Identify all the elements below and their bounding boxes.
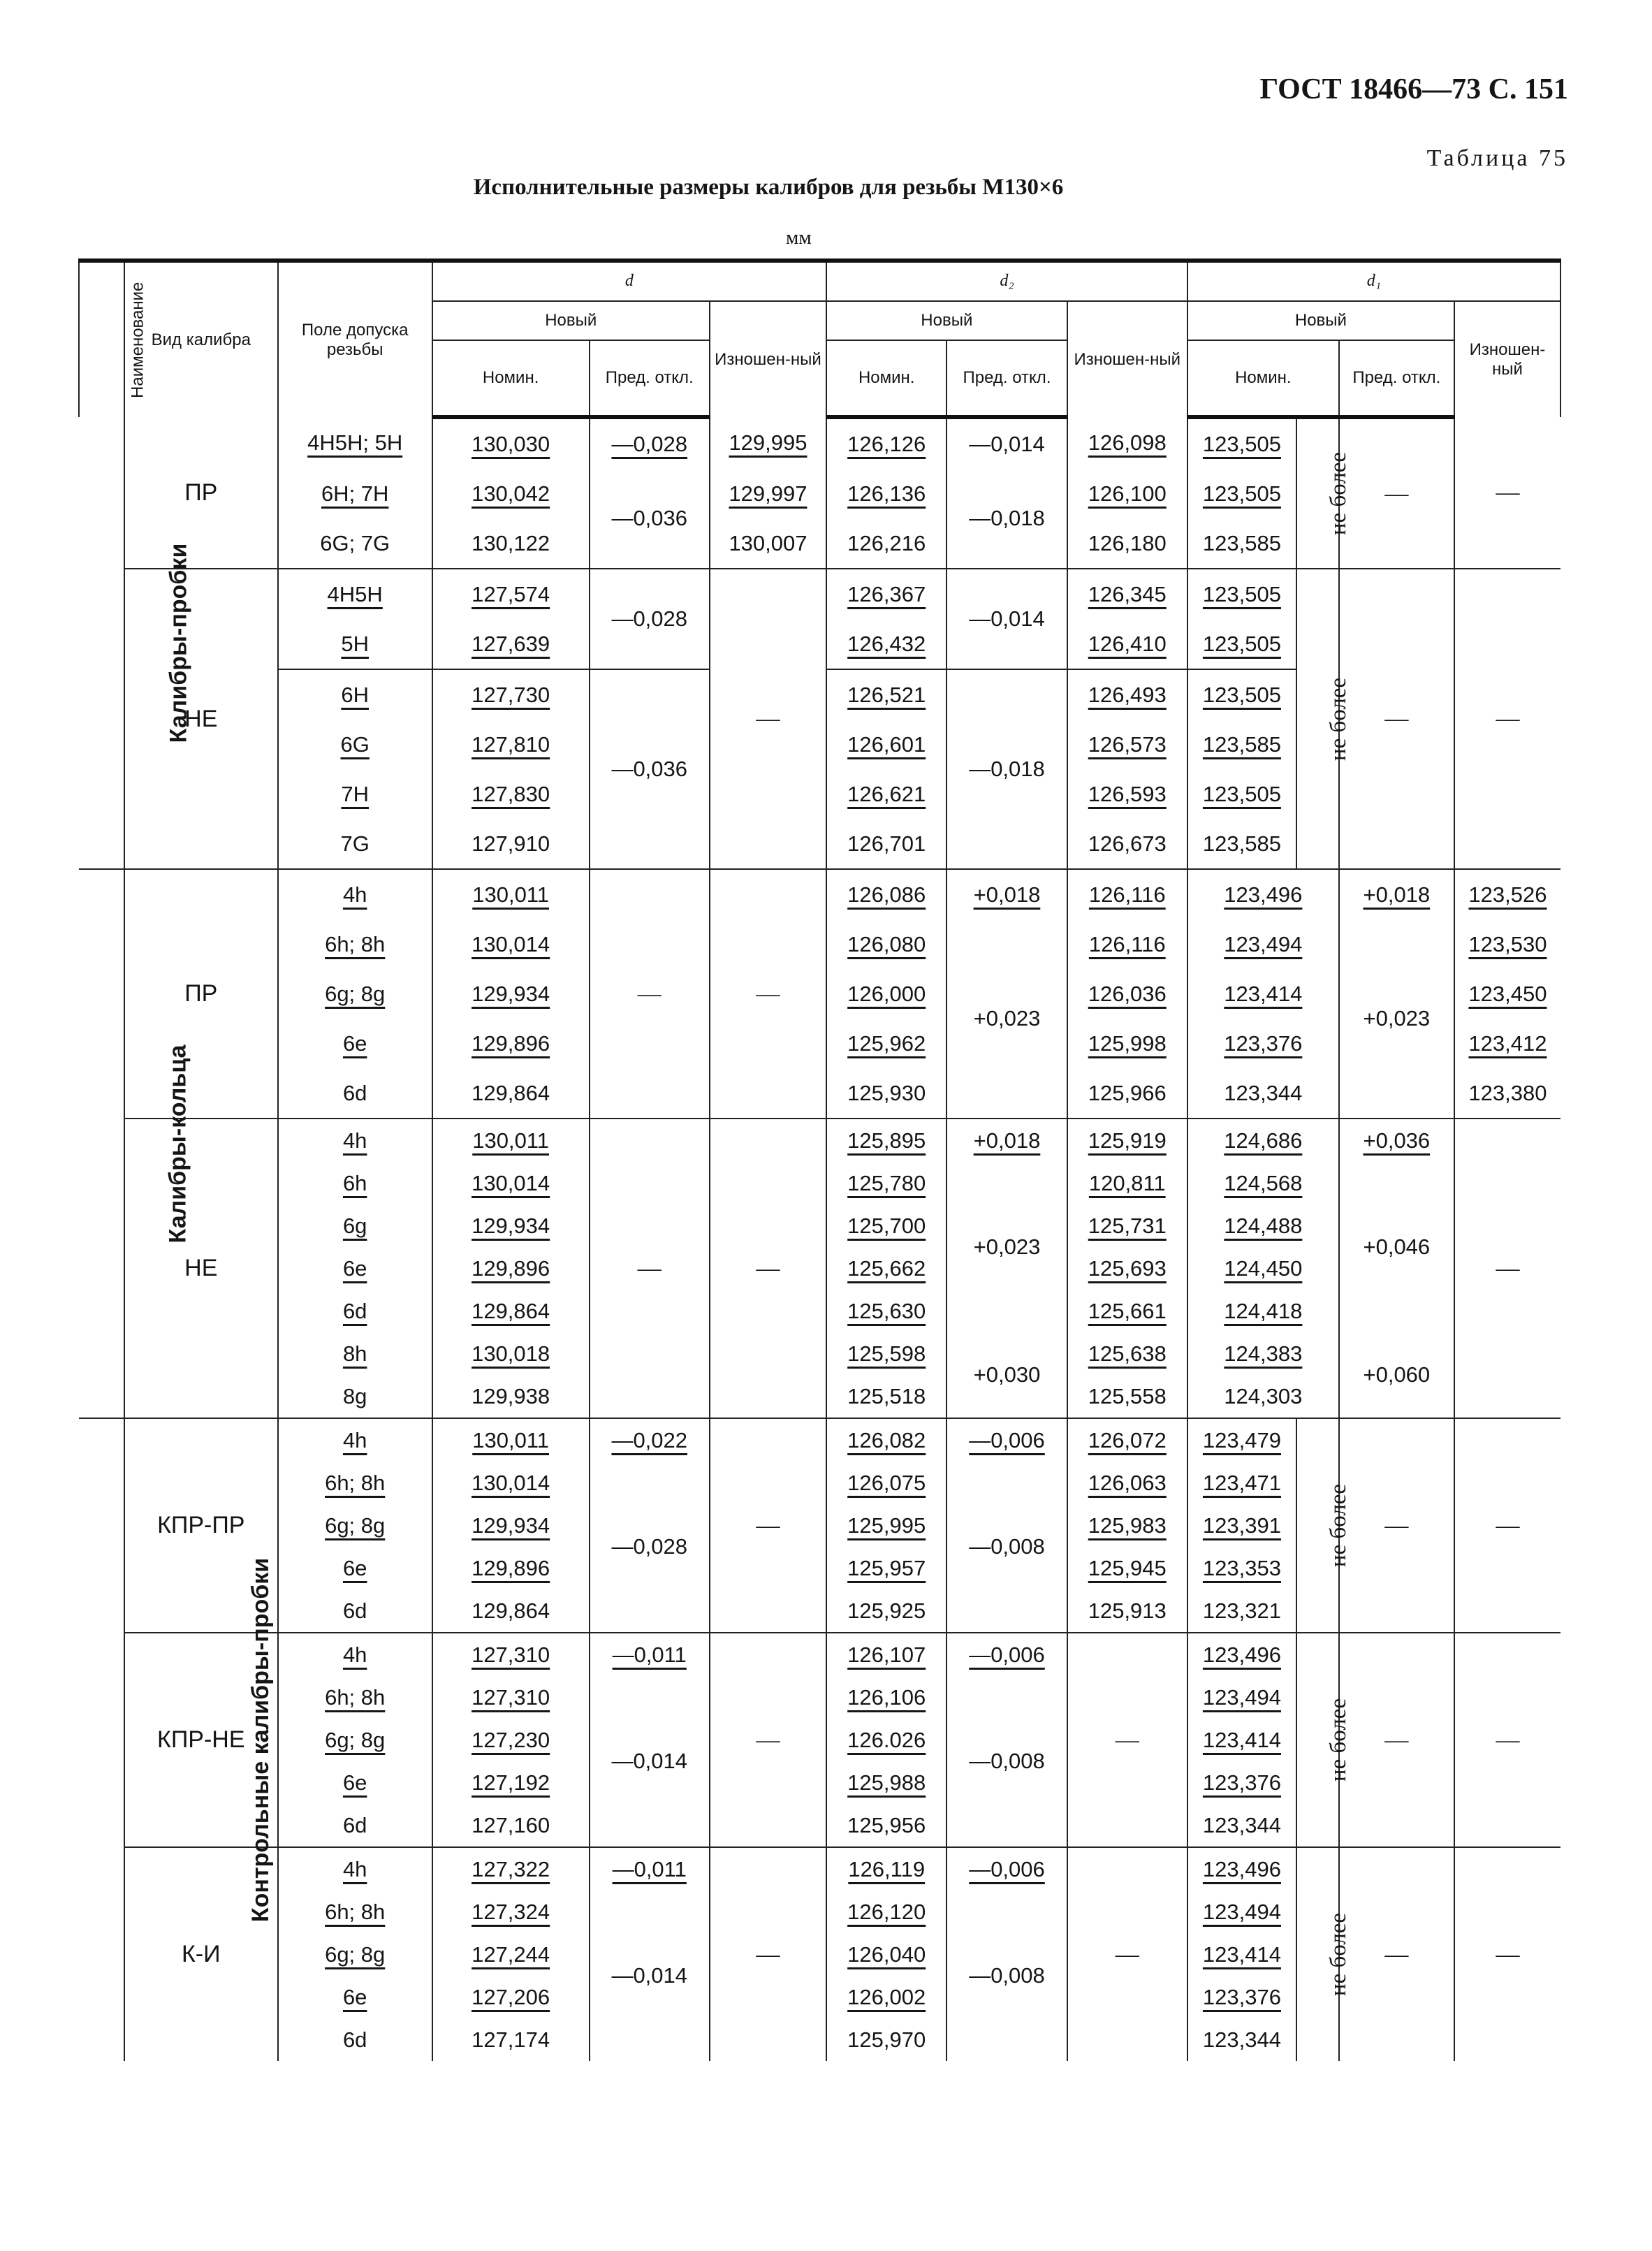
d2-dev-cell: —0,018 [946, 669, 1067, 869]
tol-cell: 6d [342, 2027, 367, 2052]
d2-new-header: Новый [826, 301, 1067, 340]
d2-nom-cell: 126,002 [826, 1976, 946, 2018]
d-dev-dash: — [590, 1119, 710, 1418]
d1-nom-cell: 123,494 [1187, 1891, 1296, 1933]
d-nom-cell: 129,934 [432, 1204, 590, 1247]
d-dev-cell: —0,036 [590, 469, 710, 569]
d2-nom-cell: 125,780 [826, 1162, 946, 1204]
d1-dev-cell: +0,036 [1339, 1119, 1454, 1162]
d2-nom-cell: 126,119 [826, 1847, 946, 1891]
d-nom-cell: 127,324 [432, 1891, 590, 1933]
tol-cell: 8h [342, 1341, 367, 1366]
gauge-type-ne: НЕ [124, 1119, 278, 1418]
tol-cell: 6g; 8g [325, 1942, 386, 1967]
d-nom-cell: 130,018 [432, 1332, 590, 1375]
table-header [79, 261, 1560, 417]
table-title: Исполнительные размеры калибров для резьбы М130×6 [473, 175, 1064, 200]
d2-worn-cell: 125,913 [1067, 1589, 1187, 1633]
d2-nom-cell: 126,216 [826, 518, 946, 569]
d-nom-cell: 130,011 [432, 869, 590, 919]
d-nom-cell: 130,014 [432, 1162, 590, 1204]
d1-worn-dash: — [1454, 417, 1560, 569]
tol-cell: 4h [278, 1119, 432, 1162]
gauge-type-k-i: К-И [124, 1847, 278, 2061]
d-header: d [432, 261, 826, 301]
d1-nom-cell: 123,479 [1187, 1418, 1296, 1462]
d-new-header: Новый [432, 301, 710, 340]
d2-nom-cell: 126,601 [826, 720, 946, 769]
d2-worn-cell: 125,919 [1067, 1119, 1187, 1162]
d2-nom-cell: 126,120 [826, 1891, 946, 1933]
d2-worn-cell: 126,098 [1067, 417, 1187, 469]
d2-nom-cell: 125,956 [826, 1804, 946, 1847]
d1-nom-header: Номин. [1187, 340, 1339, 417]
d1-nom-cell: 123,585 [1187, 819, 1296, 869]
d1-nom-cell: 123,496 [1187, 869, 1339, 919]
d1-nom-cell: 124,488 [1187, 1204, 1339, 1247]
d2-nom-cell: 126,075 [826, 1462, 946, 1504]
d1-worn-dash: — [1454, 1119, 1560, 1418]
d-worn-dash: — [710, 1418, 826, 1633]
d2-worn-cell: 126,493 [1067, 669, 1187, 720]
d1-nom-cell: 123,505 [1187, 417, 1296, 469]
d-nom-cell: 129,896 [432, 1019, 590, 1068]
d2-nom-cell: 125,630 [826, 1290, 946, 1332]
d2-dev-cell: —0,006 [946, 1633, 1067, 1676]
d1-nom-cell: 123,505 [1187, 469, 1296, 518]
d1-nom-cell: 123,494 [1187, 919, 1339, 969]
d2-dev-cell: —0,006 [946, 1418, 1067, 1462]
d2-nom-cell: 125,662 [826, 1247, 946, 1290]
d2-nom-cell: 125,700 [826, 1204, 946, 1247]
d2-nom-cell: 126.026 [826, 1719, 946, 1761]
d2-nom-cell: 126,000 [826, 969, 946, 1019]
d1-nom-cell: 124,686 [1187, 1119, 1339, 1162]
d1-nom-cell: 123,505 [1187, 569, 1296, 619]
d1-dev-cell: +0,023 [1339, 919, 1454, 1119]
tol-cell: 6e [342, 1255, 367, 1281]
d2-nom-header: Номин. [826, 340, 946, 417]
d-nom-cell: 129,864 [432, 1068, 590, 1119]
d2-worn-dash: — [1067, 1847, 1187, 2061]
d2-nom-cell: 126,701 [826, 819, 946, 869]
tol-cell: 6H [278, 669, 432, 720]
tol-cell: 6h [342, 1170, 367, 1195]
d1-worn-cell: 123,450 [1454, 969, 1560, 1019]
d1-dev-dash: — [1339, 569, 1454, 869]
d1-nom-cell: 124,383 [1187, 1332, 1339, 1375]
tol-cell: 6e [342, 1984, 367, 2009]
d2-nom-cell: 126,126 [826, 417, 946, 469]
d1-nom-cell: 123,505 [1187, 619, 1296, 669]
d1-nom-cell: 123,414 [1187, 969, 1339, 1019]
d1-nom-cell: 123,496 [1187, 1633, 1296, 1676]
tol-cell: 6e [342, 1770, 367, 1795]
d-nom-cell: 129,896 [432, 1247, 590, 1290]
d2-nom-cell: 125,962 [826, 1019, 946, 1068]
d-dev-cell: —0,022 [590, 1418, 710, 1462]
tol-cell: 6h; 8h [325, 1470, 386, 1495]
d1-dev-dash: — [1339, 1633, 1454, 1847]
d-nom-cell: 127,230 [432, 1719, 590, 1761]
d2-nom-cell: 125,988 [826, 1761, 946, 1804]
d2-nom-cell: 125,930 [826, 1068, 946, 1119]
group-label-control: Контрольные калибры-пробки [79, 1418, 124, 2061]
d1-worn-dash: — [1454, 1633, 1560, 1847]
tol-cell: 6g [342, 1213, 367, 1238]
d2-dev-cell: +0,018 [946, 1119, 1067, 1162]
d-worn-dash: — [710, 1847, 826, 2061]
d2-worn-cell: 125,558 [1067, 1375, 1187, 1418]
d-nom-cell: 129,938 [432, 1375, 590, 1418]
d-nom-cell: 129,934 [432, 969, 590, 1019]
d2-nom-cell: 126,082 [826, 1418, 946, 1462]
d2-worn-cell: 126,063 [1067, 1462, 1187, 1504]
d2-nom-cell: 126,107 [826, 1633, 946, 1676]
d-nom-cell: 130,042 [432, 469, 590, 518]
d1-nom-cell: 124,450 [1187, 1247, 1339, 1290]
d2-dev-header: Пред. откл. [946, 340, 1067, 417]
tol-cell: 5H [341, 631, 369, 656]
table-body [79, 417, 1560, 2061]
d-nom-cell: 130,014 [432, 1462, 590, 1504]
not-more-note: не более [1296, 569, 1339, 869]
tol-cell: 6G [340, 731, 370, 757]
d-dev-dash: — [590, 869, 710, 1119]
d1-nom-cell: 123,376 [1187, 1761, 1296, 1804]
d2-dev-cell: —0,014 [946, 569, 1067, 669]
d1-worn-cell: 123,530 [1454, 919, 1560, 969]
tol-cell: 6d [342, 1298, 367, 1323]
d2-nom-cell: 126,080 [826, 919, 946, 969]
d1-nom-cell: 123,496 [1187, 1847, 1296, 1891]
d1-dev-cell: +0,060 [1339, 1332, 1454, 1418]
tol-cell: 8g [342, 1383, 367, 1408]
d-nom-cell: 127,322 [432, 1847, 590, 1891]
d-worn-cell: 129,995 [710, 417, 826, 469]
d-dev-cell: —0,028 [590, 417, 710, 469]
d-nom-cell: 130,030 [432, 417, 590, 469]
tol-cell: 6h; 8h [325, 1899, 386, 1924]
d1-header: d₁ [1187, 261, 1560, 301]
d2-worn-cell: 126,410 [1067, 619, 1187, 669]
d2-nom-cell: 126,086 [826, 869, 946, 919]
d2-dev-cell: +0,023 [946, 1162, 1067, 1332]
d2-nom-cell: 126,521 [826, 669, 946, 720]
d2-worn-cell: 125,983 [1067, 1504, 1187, 1547]
d2-nom-cell: 126,432 [826, 619, 946, 669]
d2-worn-cell: 126,180 [1067, 518, 1187, 569]
d-dev-cell: —0,011 [590, 1633, 710, 1676]
tol-cell: 6h; 8h [325, 931, 386, 956]
d-nom-cell: 129,864 [432, 1290, 590, 1332]
d-worn-header: Изношен-ный [710, 301, 826, 417]
tol-cell: 7H [341, 781, 369, 806]
d-nom-cell: 130,011 [432, 1119, 590, 1162]
d2-worn-dash: — [1067, 1633, 1187, 1847]
d1-nom-cell: 124,303 [1187, 1375, 1339, 1418]
d-dev-header: Пред. откл. [590, 340, 710, 417]
d1-nom-cell: 123,494 [1187, 1676, 1296, 1719]
d-nom-cell: 127,730 [432, 669, 590, 720]
d2-worn-cell: 125,966 [1067, 1068, 1187, 1119]
d2-worn-cell: 125,693 [1067, 1247, 1187, 1290]
d2-worn-cell: 126,072 [1067, 1418, 1187, 1462]
d2-nom-cell: 125,895 [826, 1119, 946, 1162]
d-worn-dash: — [710, 869, 826, 1119]
not-more-note: не более [1296, 1418, 1339, 1633]
d2-worn-cell: 125,638 [1067, 1332, 1187, 1375]
d-dev-cell: —0,028 [590, 1462, 710, 1633]
d2-nom-cell: 126,367 [826, 569, 946, 619]
d2-dev-cell: +0,018 [946, 869, 1067, 919]
d1-nom-cell: 123,391 [1187, 1504, 1296, 1547]
d2-worn-cell: 126,593 [1067, 769, 1187, 819]
d-worn-dash: — [710, 1119, 826, 1418]
tol-cell: 6d [342, 1812, 367, 1837]
d-nom-cell: 130,122 [432, 518, 590, 569]
d-dev-cell: —0,036 [590, 669, 710, 869]
d-nom-cell: 127,160 [432, 1804, 590, 1847]
d2-dev-cell: +0,030 [946, 1332, 1067, 1418]
gauge-type-pr: ПР [124, 417, 278, 569]
d1-worn-header: Изношен-ный [1454, 301, 1560, 417]
tol-cell: 4H5H [278, 569, 432, 619]
d1-nom-cell: 123,471 [1187, 1462, 1296, 1504]
tol-cell: 6e [342, 1555, 367, 1580]
d2-nom-cell: 126,136 [826, 469, 946, 518]
gauge-dimensions-table [78, 258, 1561, 2061]
tol-cell: 4h [278, 1847, 432, 1891]
d2-worn-cell: 126,673 [1067, 819, 1187, 869]
tol-cell: 6g; 8g [325, 1727, 386, 1752]
d2-worn-cell: 120,811 [1067, 1162, 1187, 1204]
d1-nom-cell: 123,505 [1187, 669, 1296, 720]
standard-header: ГОСТ 18466—73 С. 151 [1259, 73, 1568, 105]
d-dev-cell: —0,014 [590, 1676, 710, 1847]
d1-nom-cell: 123,414 [1187, 1933, 1296, 1976]
d-worn-dash: — [710, 569, 826, 869]
d1-nom-cell: 123,344 [1187, 2018, 1296, 2061]
tol-cell: 4h [278, 869, 432, 919]
d-worn-cell: 129,997 [710, 469, 826, 518]
tol-cell: 6g; 8g [325, 1513, 386, 1538]
d2-dev-cell: —0,008 [946, 1676, 1067, 1847]
d2-worn-cell: 125,998 [1067, 1019, 1187, 1068]
tol-cell: 4h [278, 1418, 432, 1462]
d2-nom-cell: 126,621 [826, 769, 946, 819]
not-more-note: не более [1296, 417, 1339, 569]
d1-nom-cell: 123,376 [1187, 1019, 1339, 1068]
d1-nom-cell: 123,321 [1187, 1589, 1296, 1633]
d2-dev-cell: +0,023 [946, 919, 1067, 1119]
d2-dev-cell: —0,008 [946, 1891, 1067, 2061]
d2-worn-cell: 126,116 [1067, 919, 1187, 969]
tol-cell: 6e [342, 1030, 367, 1056]
tolerance-column-header: Поле допуска резьбы [278, 261, 432, 417]
d2-header: d₂ [826, 261, 1187, 301]
d2-nom-cell: 126,106 [826, 1676, 946, 1719]
d-nom-cell: 127,244 [432, 1933, 590, 1976]
d1-dev-dash: — [1339, 417, 1454, 569]
d2-nom-cell: 125,957 [826, 1547, 946, 1589]
d2-nom-cell: 125,598 [826, 1332, 946, 1375]
d1-nom-cell: 124,568 [1187, 1162, 1339, 1204]
d1-nom-cell: 123,505 [1187, 769, 1296, 819]
d2-dev-cell: —0,006 [946, 1847, 1067, 1891]
tol-cell: 4H5H; 5H [307, 430, 403, 455]
d2-worn-cell: 126,100 [1067, 469, 1187, 518]
d2-dev-cell: —0,008 [946, 1462, 1067, 1633]
d-worn-dash: — [710, 1633, 826, 1847]
d2-worn-header: Изношен-ный [1067, 301, 1187, 417]
d-nom-cell: 127,910 [432, 819, 590, 869]
d-nom-cell: 127,310 [432, 1633, 590, 1676]
d-nom-cell: 127,574 [432, 569, 590, 619]
d-dev-cell: —0,028 [590, 569, 710, 669]
d1-worn-cell: 123,526 [1454, 869, 1560, 919]
type-column-header: Вид калибра [124, 261, 278, 417]
d2-worn-cell: 126,116 [1067, 869, 1187, 919]
d1-dev-cell: +0,046 [1339, 1162, 1454, 1332]
gauge-type-kpr-pr: КПР-ПР [124, 1418, 278, 1633]
tol-cell: 6G; 7G [320, 530, 390, 555]
d1-nom-cell: 123,585 [1187, 720, 1296, 769]
d1-worn-cell: 123,412 [1454, 1019, 1560, 1068]
d2-worn-cell: 125,945 [1067, 1547, 1187, 1589]
tol-cell: 6d [342, 1080, 367, 1105]
tol-cell: 6d [342, 1598, 367, 1623]
d1-worn-cell: 123,380 [1454, 1068, 1560, 1119]
d1-nom-cell: 124,418 [1187, 1290, 1339, 1332]
d2-worn-cell: 125,661 [1067, 1290, 1187, 1332]
d2-nom-cell: 125,925 [826, 1589, 946, 1633]
tol-cell: 4h [278, 1633, 432, 1676]
d2-nom-cell: 125,518 [826, 1375, 946, 1418]
gauge-type-kpr-ne: КПР-НЕ [124, 1633, 278, 1847]
d2-worn-cell: 126,573 [1067, 720, 1187, 769]
group-label-plugs: Калибры-пробки [79, 417, 124, 869]
d1-dev-header: Пред. откл. [1339, 340, 1454, 417]
d-worn-cell: 130,007 [710, 518, 826, 569]
d2-dev-cell: —0,014 [946, 417, 1067, 469]
d1-new-header: Новый [1187, 301, 1454, 340]
unit-label: мм [786, 226, 812, 249]
not-more-note: не более [1296, 1847, 1339, 2061]
tol-cell: 6g; 8g [325, 981, 386, 1006]
d1-dev-dash: — [1339, 1418, 1454, 1633]
d-nom-cell: 127,639 [432, 619, 590, 669]
tol-cell: 6h; 8h [325, 1684, 386, 1710]
d1-nom-cell: 123,585 [1187, 518, 1296, 569]
d-nom-cell: 127,206 [432, 1976, 590, 2018]
d1-worn-dash: — [1454, 1847, 1560, 2061]
d2-dev-cell: —0,018 [946, 469, 1067, 569]
gauge-type-pr: ПР [124, 869, 278, 1119]
d-nom-cell: 129,934 [432, 1504, 590, 1547]
d-nom-cell: 130,011 [432, 1418, 590, 1462]
d1-nom-cell: 123,414 [1187, 1719, 1296, 1761]
d-nom-cell: 127,174 [432, 2018, 590, 2061]
d-nom-cell: 129,864 [432, 1589, 590, 1633]
d1-dev-dash: — [1339, 1847, 1454, 2061]
name-column-header: Наименование [79, 261, 124, 417]
d-nom-header: Номин. [432, 340, 590, 417]
d-nom-cell: 130,014 [432, 919, 590, 969]
gauge-type-ne: НЕ [124, 569, 278, 869]
group-label-rings: Калибры-кольца [79, 869, 124, 1418]
d2-nom-cell: 126,040 [826, 1933, 946, 1976]
d-dev-cell: —0,011 [590, 1847, 710, 1891]
d-nom-cell: 127,192 [432, 1761, 590, 1804]
d2-nom-cell: 125,995 [826, 1504, 946, 1547]
d2-worn-cell: 125,731 [1067, 1204, 1187, 1247]
d-dev-cell: —0,014 [590, 1891, 710, 2061]
d1-nom-cell: 123,353 [1187, 1547, 1296, 1589]
d1-nom-cell: 123,344 [1187, 1804, 1296, 1847]
d1-dev-cell: +0,018 [1339, 869, 1454, 919]
d1-worn-dash: — [1454, 1418, 1560, 1633]
d-nom-cell: 127,310 [432, 1676, 590, 1719]
d2-worn-cell: 126,036 [1067, 969, 1187, 1019]
d-nom-cell: 127,810 [432, 720, 590, 769]
not-more-note: не более [1296, 1633, 1339, 1847]
d1-nom-cell: 123,344 [1187, 1068, 1339, 1119]
d-nom-cell: 129,896 [432, 1547, 590, 1589]
tol-cell: 6H; 7H [321, 481, 389, 506]
d1-nom-cell: 123,376 [1187, 1976, 1296, 2018]
table-number: Таблица 75 [1426, 145, 1568, 171]
tol-cell: 7G [340, 831, 370, 856]
d2-worn-cell: 126,345 [1067, 569, 1187, 619]
d2-nom-cell: 125,970 [826, 2018, 946, 2061]
d-nom-cell: 127,830 [432, 769, 590, 819]
d1-worn-dash: — [1454, 569, 1560, 869]
